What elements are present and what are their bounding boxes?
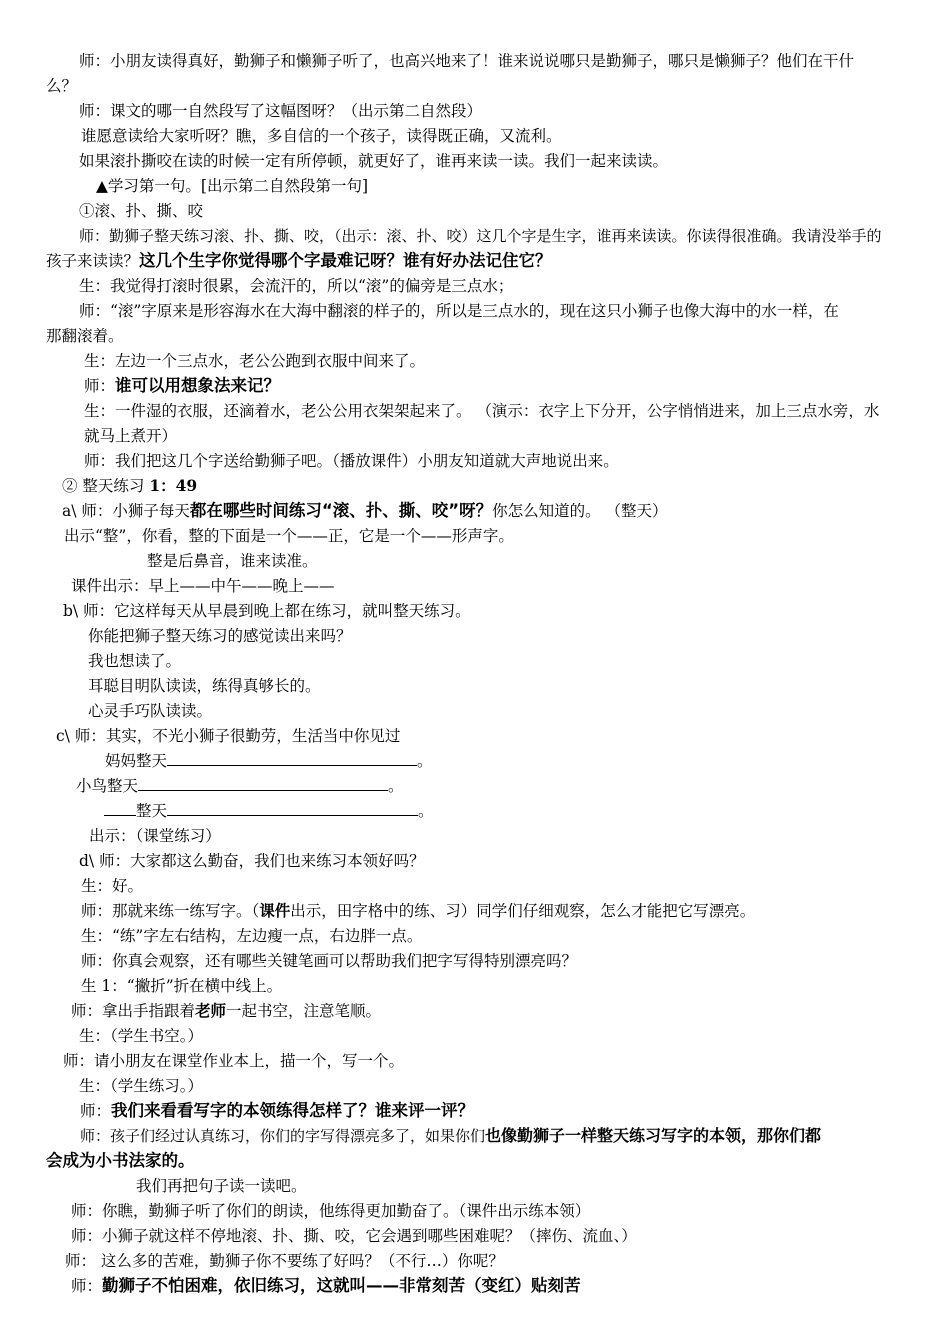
paragraph-line: 耳聪目明队读读，练得真够长的。 xyxy=(88,677,321,695)
text-span: 师：孩子们经过认真练习，你们的字写得漂亮多了，如果你们 xyxy=(80,1127,486,1145)
paragraph-line xyxy=(84,375,280,397)
paragraph-line: b\ 师：它这样每天从早晨到晚上都在练习，就叫整天练习。 xyxy=(63,602,471,620)
paragraph-line: 师：你真会观察，还有哪些关键笔画可以帮助我们把字写得特别漂亮吗？ xyxy=(81,952,578,970)
blank-underline xyxy=(167,800,418,816)
subsection-heading: ①滚、扑、撕、咬 xyxy=(79,202,204,220)
text-span: 小鸟整天 xyxy=(76,777,139,795)
bold-question: 都在哪些时间练习“滚、扑、撕、咬”呀？ xyxy=(189,501,493,520)
paragraph-line: 生：左边一个三点水，老公公跑到衣服中间来了。 xyxy=(84,352,426,370)
blank-underline xyxy=(167,750,417,766)
text-span: 孩子来读读？ xyxy=(46,252,140,270)
paragraph-line: 师：请小朋友在课堂作业本上，描一个，写一个。 xyxy=(63,1052,405,1070)
paragraph-line: 师：小朋友读得真好，勤狮子和懒狮子听了，也高兴地来了！谁来说说哪只是勤狮子，哪只是懒狮子？他们在干什 xyxy=(79,52,855,70)
paragraph-line xyxy=(46,1150,195,1172)
blank-underline xyxy=(104,800,136,816)
paragraph-line: 生：一件湿的衣服，还滴着水，老公公用衣架架起来了。 （演示：衣字上下分开，公字悄悄进来，加上三点水旁，水 xyxy=(84,402,880,420)
paragraph-line: 生：“练”字左右结构，左边瘦一点，右边胖一点。 xyxy=(81,927,423,945)
paragraph-line: 师：课文的哪一自然段写了这幅图呀？（出示第二自然段） xyxy=(79,102,483,120)
text-span: 。 xyxy=(388,777,404,795)
fill-in-line xyxy=(76,775,404,797)
paragraph-line xyxy=(71,1000,381,1022)
text-span: 整天 xyxy=(136,802,168,820)
text-span: 师：拿出手指跟着 xyxy=(71,1002,196,1020)
paragraph-line: 生：我觉得打滚时很累，会流汗的，所以“滚”的偏旁是三点水； xyxy=(79,277,514,295)
text-span: a\ 师：小狮子每天 xyxy=(62,502,190,520)
paragraph-line: 课件出示：早上——中午——晚上—— xyxy=(71,577,335,595)
paragraph-line: c\ 师：其实，不光小狮子很勤劳，生活当中你见过 xyxy=(56,727,401,745)
paragraph-line: 么？ xyxy=(46,77,78,95)
bold-word: 老师 xyxy=(195,1001,227,1020)
bold-question: 这几个生字你觉得哪个字最难记呀？谁有好办法记住它？ xyxy=(139,251,552,270)
section-heading: ▲学习第一句。[出示第二自然段第一句] xyxy=(96,177,369,195)
text-span: 一起书空，注意笔顺。 xyxy=(226,1002,382,1020)
paragraph-line: 心灵手巧队读读。 xyxy=(88,702,213,720)
paragraph-line: 出示“整”，你看，整的下面是一个——正，它是一个——形声字。 xyxy=(64,527,514,545)
paragraph-line xyxy=(80,1125,821,1147)
paragraph-line: 生：（学生书空。） xyxy=(79,1027,204,1045)
paragraph-line xyxy=(62,500,668,522)
paragraph-line: 师： 这么多的苦难，勤狮子你不要练了好吗？（不行…）你呢？ xyxy=(65,1252,504,1270)
text-span: 师： xyxy=(80,1102,112,1120)
text-span: 出示，田字格中的练、习）同学们仔细观察，怎么才能把它写漂亮。 xyxy=(290,902,756,920)
paragraph-line: 出示：（课堂练习） xyxy=(89,827,221,845)
paragraph-line: 如果滚扑撕咬在读的时候一定有所停顿，就更好了，谁再来读一读。我们一起来读读。 xyxy=(79,152,669,170)
paragraph-line xyxy=(71,1275,581,1297)
text-span: 。 xyxy=(417,752,433,770)
paragraph-line: 我们再把句子读一读吧。 xyxy=(136,1177,307,1195)
paragraph-line: 那翻滚着。 xyxy=(46,327,124,345)
paragraph-line: 就马上煮开） xyxy=(84,427,178,445)
bold-sentence: 勤狮子不怕困难，依旧练习，这就叫——非常刻苦（变红）贴刻苦 xyxy=(102,1276,581,1295)
text-span: 你怎么知道的。 （整天） xyxy=(492,502,668,520)
blank-underline xyxy=(138,775,388,791)
paragraph-line: 师：你瞧，勤狮子听了你们的朗读，他练得更加勤奋了。（课件出示练本领） xyxy=(71,1202,591,1220)
bold-sentence: 也像勤狮子一样整天练习写字的本领，那你们都 xyxy=(485,1126,822,1145)
paragraph-line xyxy=(81,900,755,922)
paragraph-line: 师：我们把这几个字送给勤狮子吧。（播放课件）小朋友知道就大声地说出来。 xyxy=(84,452,619,470)
text-span: ② 整天练习 xyxy=(62,477,150,495)
bold-question: 我们来看看写字的本领练得怎样了？谁来评一评？ xyxy=(111,1101,475,1120)
text-span: 师： xyxy=(84,377,116,395)
time-marker: 1：49 xyxy=(149,476,198,495)
paragraph-line: 师：小狮子就这样不停地滚、扑、撕、咬，它会遇到哪些困难呢？（摔伤、流血、） xyxy=(71,1227,637,1245)
paragraph-line: 我也想读了。 xyxy=(88,652,182,670)
subsection-heading xyxy=(62,475,197,497)
paragraph-line: 生：好。 xyxy=(81,877,144,895)
paragraph-line: 谁愿意读给大家听呀？瞧，多自信的一个孩子，读得既正确，又流利。 xyxy=(81,127,562,145)
paragraph-line: d\ 师：大家都这么勤奋，我们也来练习本领好吗？ xyxy=(79,852,425,870)
paragraph-line xyxy=(80,1100,474,1122)
paragraph-line: 你能把狮子整天练习的感觉读出来吗？ xyxy=(88,627,352,645)
paragraph-line: 师：勤狮子整天练习滚、扑、撕、咬，（出示：滚、扑、咬）这几个字是生字，谁再来读读。你读得很准确。我请没举手的 xyxy=(79,227,882,245)
text-span: 。 xyxy=(418,802,434,820)
text-span: 师：那就来练一练写字。（ xyxy=(81,902,260,920)
fill-in-line xyxy=(104,800,434,822)
fill-in-line xyxy=(105,750,433,772)
paragraph-line: 师：“滚”字原来是形容海水在大海中翻滚的样子的，所以是三点水的，现在这只小狮子也像大海中的水一样，在 xyxy=(79,302,839,320)
paragraph-line: 整是后鼻音，谁来读准。 xyxy=(147,552,318,570)
text-span: 妈妈整天 xyxy=(105,752,168,770)
paragraph-line: 生 1：“撇折”折在横中线上。 xyxy=(81,977,283,995)
text-span: 师： xyxy=(71,1277,103,1295)
bold-question: 谁可以用想象法来记？ xyxy=(115,376,281,395)
bold-word: 课件 xyxy=(259,901,291,920)
paragraph-line xyxy=(46,250,552,272)
paragraph-line: 生：（学生练习。） xyxy=(79,1077,204,1095)
bold-sentence: 会成为小书法家的。 xyxy=(46,1151,195,1170)
